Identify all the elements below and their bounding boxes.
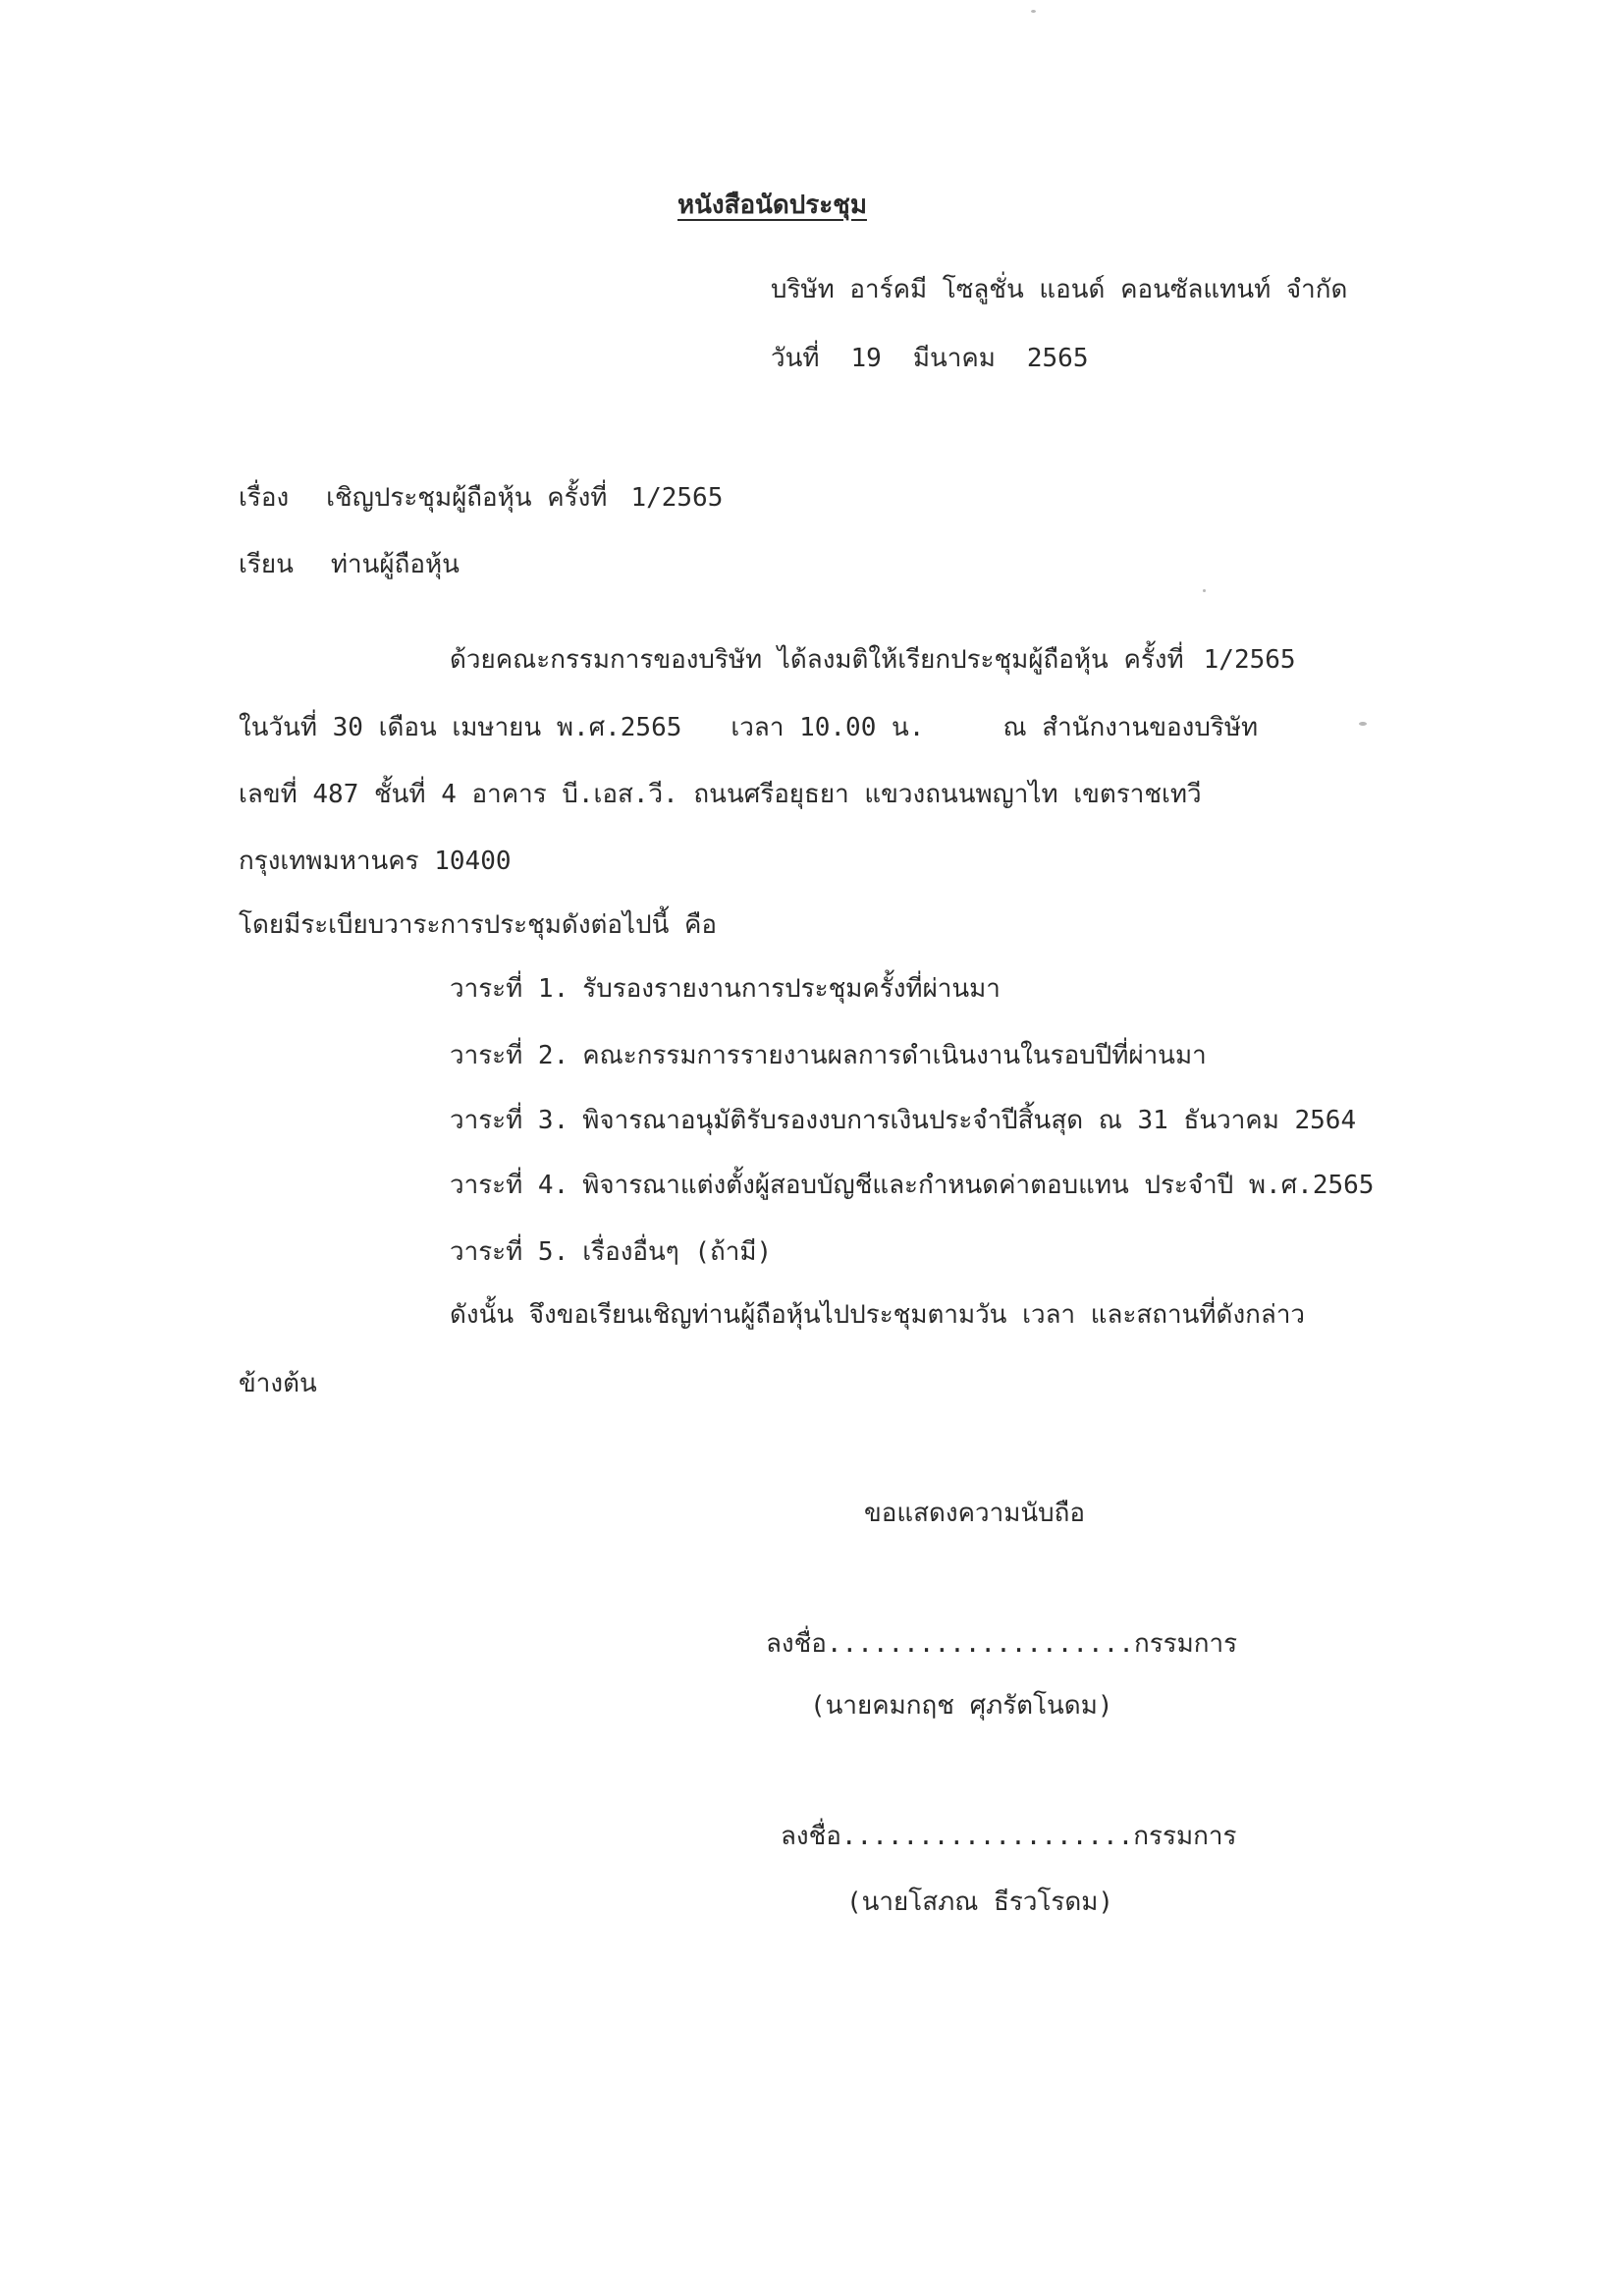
scan-speck: [1359, 722, 1367, 726]
agenda-item-text: เรื่องอื่นๆ (ถ้ามี): [582, 1237, 773, 1267]
agenda-intro: โดยมีระเบียบวาระการประชุมดังต่อไปนี้ คือ: [239, 910, 718, 940]
meeting-time: เวลา 10.00 น.: [731, 713, 925, 742]
scan-speck: [1031, 10, 1036, 13]
agenda-item: [450, 1169, 1374, 1202]
subject-label: เรื่อง: [239, 483, 290, 513]
agenda-item-label: วาระที่ 3.: [450, 1106, 569, 1135]
signature-line-1: ลงชื่อ....................กรรมการ: [766, 1629, 1238, 1659]
agenda-item-text: คณะกรรมการรายงานผลการดำเนินงานในรอบปีที่ผ่านมา: [582, 1041, 1207, 1070]
agenda-item-text: พิจารณาแต่งตั้งผู้สอบบัญชีและกำหนดค่าตอบแทน ประจำปี พ.ศ.2565: [582, 1171, 1375, 1200]
subject-number: 1/2565: [630, 483, 724, 513]
date-label: วันที่: [771, 344, 820, 373]
closing-continuation: ข้างต้น: [239, 1369, 317, 1398]
agenda-item: [450, 1235, 772, 1269]
scan-speck: [1203, 589, 1206, 592]
meeting-date: ในวันที่ 30 เดือน เมษายน พ.ศ.2565: [239, 713, 682, 742]
body-line-1-text: ด้วยคณะกรรมการของบริษัท ได้ลงมติให้เรียกประชุมผู้ถือหุ้น ครั้งที่: [450, 645, 1184, 675]
agenda-item: [450, 1039, 1207, 1072]
company-name: บริษัท อาร์คมี โซลูชั่น แอนด์ คอนซัลแทนท์ จำกัด: [771, 275, 1348, 304]
closing-line: ดังนั้น จึงขอเรียนเชิญท่านผู้ถือหุ้นไปประชุมตามวัน เวลา และสถานที่ดังกล่าว: [450, 1300, 1306, 1330]
body-line-3: เลขที่ 487 ชั้นที่ 4 อาคาร บี.เอส.วี. ถนนศรีอยุธยา แขวงถนนพญาไท เขตราชเทวี: [239, 780, 1202, 809]
agenda-item-label: วาระที่ 1.: [450, 974, 569, 1004]
date-day: 19: [850, 344, 882, 373]
body-line-1-number: 1/2565: [1203, 645, 1296, 675]
subject-line: [239, 481, 723, 515]
signatory-name-1: (นายคมกฤช ศุภรัตโนดม): [810, 1691, 1113, 1721]
agenda-item: [450, 972, 1001, 1006]
document-date: [771, 342, 1089, 375]
meeting-place: ณ สำนักงานของบริษัท: [1002, 713, 1259, 742]
agenda-item-label: วาระที่ 2.: [450, 1041, 569, 1070]
date-month: มีนาคม: [912, 344, 996, 373]
signatory-name-2: (นายโสภณ ธีรวโรดม): [846, 1887, 1114, 1917]
body-line-1: [450, 643, 1296, 677]
document-title: หนังสือนัดประชุม: [677, 191, 867, 220]
body-line-4: กรุงเทพมหานคร 10400: [239, 847, 512, 876]
agenda-item: [450, 1104, 1356, 1137]
agenda-item-text: รับรองรายงานการประชุมครั้งที่ผ่านมา: [582, 974, 1001, 1004]
recipient-line: [239, 548, 460, 581]
subject-text: เชิญประชุมผู้ถือหุ้น ครั้งที่: [326, 483, 608, 513]
agenda-item-text: พิจารณาอนุมัติรับรองงบการเงินประจำปีสิ้นสุด ณ 31 ธันวาคม 2564: [582, 1106, 1357, 1135]
signature-line-2: ลงชื่อ...................กรรมการ: [781, 1822, 1237, 1851]
regards: ขอแสดงความนับถือ: [864, 1499, 1085, 1528]
agenda-item-label: วาระที่ 5.: [450, 1237, 569, 1267]
recipient-label: เรียน: [239, 550, 294, 579]
recipient-text: ท่านผู้ถือหุ้น: [330, 550, 460, 579]
agenda-item-label: วาระที่ 4.: [450, 1171, 569, 1200]
date-year: 2565: [1026, 344, 1089, 373]
body-line-2: [239, 711, 1258, 744]
